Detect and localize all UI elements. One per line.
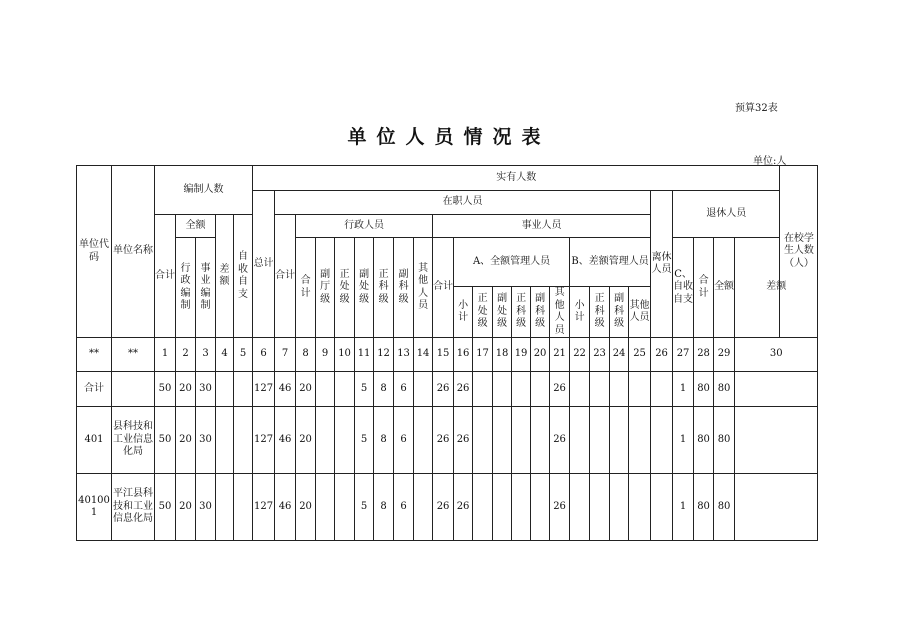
header-b-xiaoji: 小计: [570, 287, 590, 338]
data-cell: 50: [155, 407, 176, 474]
column-index-cell: 7: [275, 338, 296, 372]
data-cell: [629, 407, 651, 474]
data-cell: [651, 372, 673, 407]
column-index-cell: 21: [550, 338, 570, 372]
data-cell: [629, 372, 651, 407]
data-cell: [570, 407, 590, 474]
unit-name-cell: 平江县科技和工业信息化局: [112, 474, 155, 541]
header-bz-shiye: 事业编制: [196, 238, 216, 338]
header-xz-fuchu: 副处级: [355, 238, 374, 338]
data-cell: 20: [296, 407, 316, 474]
header-unit-code: 单位代码: [77, 166, 112, 338]
data-cell: [216, 474, 234, 541]
header-bz-zishou: 自收自支: [234, 215, 253, 338]
data-cell: 127: [253, 372, 275, 407]
data-cell: [610, 407, 629, 474]
header-b-zhengke: 正科级: [590, 287, 610, 338]
data-cell: [234, 407, 253, 474]
data-cell: [414, 474, 433, 541]
data-cell: 1: [673, 474, 694, 541]
column-index-row: [77, 338, 818, 372]
data-cell: 1: [673, 407, 694, 474]
header-bz-xingzheng: 行政编制: [176, 238, 196, 338]
data-cell: [512, 474, 531, 541]
header-quan-e: 全额: [176, 215, 216, 238]
data-cell: 46: [275, 372, 296, 407]
data-cell: 46: [275, 474, 296, 541]
table-row: [77, 407, 818, 474]
data-cell: [216, 407, 234, 474]
header-a-xiaoji: 小计: [454, 287, 473, 338]
header-c-group: C、自收自支: [673, 238, 694, 338]
data-cell: 20: [176, 372, 196, 407]
column-index-cell: 16: [454, 338, 473, 372]
column-index-cell: 5: [234, 338, 253, 372]
column-index-cell: 9: [316, 338, 335, 372]
unit-name-cell: [112, 372, 155, 407]
data-cell: [735, 474, 818, 541]
data-cell: [335, 474, 355, 541]
data-cell: 6: [394, 474, 414, 541]
unit-code-cell: 合计: [77, 372, 112, 407]
header-tuixiu: 退休人员: [673, 191, 780, 238]
header-xz-total: 合计: [296, 238, 316, 338]
data-cell: [590, 474, 610, 541]
header-b-group: B、差额管理人员: [570, 238, 651, 287]
data-cell: [473, 407, 493, 474]
data-cell: [414, 372, 433, 407]
column-index-cell: 3: [196, 338, 216, 372]
data-cell: [531, 407, 550, 474]
column-index-cell: 28: [694, 338, 714, 372]
column-index-cell: 14: [414, 338, 433, 372]
data-cell: 8: [374, 372, 394, 407]
data-cell: [493, 372, 512, 407]
column-index-cell: 29: [714, 338, 735, 372]
header-shiye: 事业人员: [433, 215, 651, 238]
header-xz-zhengchu: 正处级: [335, 238, 355, 338]
data-cell: 80: [694, 474, 714, 541]
header-bianzhi: 编制人数: [155, 166, 253, 215]
data-cell: [531, 372, 550, 407]
data-cell: 80: [714, 407, 735, 474]
data-cell: 26: [550, 407, 570, 474]
column-index-cell: 20: [531, 338, 550, 372]
data-cell: [590, 372, 610, 407]
data-cell: [610, 372, 629, 407]
column-index-cell: 10: [335, 338, 355, 372]
column-index-cell: 18: [493, 338, 512, 372]
data-cell: [531, 474, 550, 541]
data-cell: 5: [355, 474, 374, 541]
data-cell: [735, 372, 818, 407]
column-index-cell: 23: [590, 338, 610, 372]
data-cell: 127: [253, 474, 275, 541]
personnel-table: [76, 165, 818, 541]
data-cell: 80: [714, 372, 735, 407]
column-index-cell: 25: [629, 338, 651, 372]
data-cell: [570, 372, 590, 407]
column-index-cell: 30: [735, 338, 818, 372]
data-cell: 30: [196, 474, 216, 541]
data-cell: [316, 407, 335, 474]
data-cell: 30: [196, 372, 216, 407]
data-cell: [512, 372, 531, 407]
data-cell: 5: [355, 372, 374, 407]
data-cell: 26: [454, 372, 473, 407]
column-index-cell: 24: [610, 338, 629, 372]
column-index-cell: 26: [651, 338, 673, 372]
header-lixiu: 离休人员: [651, 191, 673, 338]
header-shiyou: 实有人数: [253, 166, 780, 191]
data-cell: 26: [433, 474, 454, 541]
data-cell: 80: [694, 372, 714, 407]
data-cell: [414, 407, 433, 474]
data-cell: [316, 372, 335, 407]
data-cell: 8: [374, 474, 394, 541]
data-cell: 26: [550, 474, 570, 541]
header-sy-total: 合计: [433, 238, 454, 338]
data-cell: 6: [394, 372, 414, 407]
data-cell: 8: [374, 407, 394, 474]
data-cell: [316, 474, 335, 541]
header-zaizhi: 在职人员: [275, 191, 651, 215]
header-a-zhengchu: 正处级: [473, 287, 493, 338]
column-index-cell: 4: [216, 338, 234, 372]
data-cell: [651, 474, 673, 541]
data-cell: [493, 474, 512, 541]
data-cell: 50: [155, 372, 176, 407]
page-title: 单位人员情况表: [347, 126, 551, 148]
budget-table-number: 预算32表: [735, 103, 778, 114]
column-index-cell: 11: [355, 338, 374, 372]
data-cell: [651, 407, 673, 474]
header-a-fuchu: 副处级: [493, 287, 512, 338]
header-xz-futing: 副厅级: [316, 238, 335, 338]
header-zz-total: 合计: [275, 215, 296, 338]
table-row: [77, 372, 818, 407]
data-cell: 80: [694, 407, 714, 474]
header-xz-qita: 其他人员: [414, 238, 433, 338]
header-xz-fuke: 副科级: [394, 238, 414, 338]
header-b-qita: 其他人员: [629, 287, 651, 338]
header-tx-chae: 差额: [735, 238, 818, 338]
data-cell: 26: [454, 407, 473, 474]
data-cell: [590, 407, 610, 474]
data-cell: [735, 407, 818, 474]
header-b-fuke: 副科级: [610, 287, 629, 338]
data-cell: 26: [433, 372, 454, 407]
header-xz-zhengke: 正科级: [374, 238, 394, 338]
column-index-cell: 13: [394, 338, 414, 372]
header-a-group: A、全额管理人员: [454, 238, 570, 287]
header-a-fuke: 副科级: [531, 287, 550, 338]
data-cell: 46: [275, 407, 296, 474]
header-zongji: 总计: [253, 191, 275, 338]
data-cell: 50: [155, 474, 176, 541]
data-cell: 20: [296, 372, 316, 407]
unit-code-cell: 401001: [77, 474, 112, 541]
data-cell: 5: [355, 407, 374, 474]
data-cell: [473, 474, 493, 541]
data-cell: 1: [673, 372, 694, 407]
header-tx-quane: 全额: [714, 238, 735, 338]
data-cell: 6: [394, 407, 414, 474]
data-cell: [234, 474, 253, 541]
column-index-cell: 17: [473, 338, 493, 372]
header-a-qita: 其他人员: [550, 287, 570, 338]
column-index-cell: 6: [253, 338, 275, 372]
data-cell: [473, 372, 493, 407]
data-cell: [335, 407, 355, 474]
column-index-cell: 19: [512, 338, 531, 372]
header-zaixiao: 在校学生人数（人）: [780, 166, 818, 338]
data-cell: [216, 372, 234, 407]
data-cell: [512, 407, 531, 474]
header-xingzheng: 行政人员: [296, 215, 433, 238]
data-cell: 30: [196, 407, 216, 474]
column-index-cell: 27: [673, 338, 694, 372]
header-tx-total: 合计: [694, 238, 714, 338]
data-cell: 26: [550, 372, 570, 407]
data-cell: [234, 372, 253, 407]
header-bz-chae: 差额: [216, 215, 234, 338]
unit-label: 单位:人: [753, 156, 787, 167]
column-index-cell: 15: [433, 338, 454, 372]
data-cell: 127: [253, 407, 275, 474]
data-cell: 20: [176, 474, 196, 541]
data-cell: 26: [433, 407, 454, 474]
header-unit-name: 单位名称: [112, 166, 155, 338]
data-cell: 80: [714, 474, 735, 541]
column-index-cell: 22: [570, 338, 590, 372]
data-cell: 26: [454, 474, 473, 541]
column-index-cell: 1: [155, 338, 176, 372]
column-index-cell: **: [112, 338, 155, 372]
data-cell: [610, 474, 629, 541]
data-cell: [629, 474, 651, 541]
data-cell: 20: [296, 474, 316, 541]
column-index-cell: **: [77, 338, 112, 372]
header-bz-total: 合计: [155, 215, 176, 338]
unit-code-cell: 401: [77, 407, 112, 474]
data-cell: 20: [176, 407, 196, 474]
data-cell: [493, 407, 512, 474]
header-a-zhengke: 正科级: [512, 287, 531, 338]
data-cell: [570, 474, 590, 541]
table-row: [77, 474, 818, 541]
data-cell: [335, 372, 355, 407]
unit-name-cell: 县科技和工业信息化局: [112, 407, 155, 474]
column-index-cell: 12: [374, 338, 394, 372]
column-index-cell: 2: [176, 338, 196, 372]
column-index-cell: 8: [296, 338, 316, 372]
